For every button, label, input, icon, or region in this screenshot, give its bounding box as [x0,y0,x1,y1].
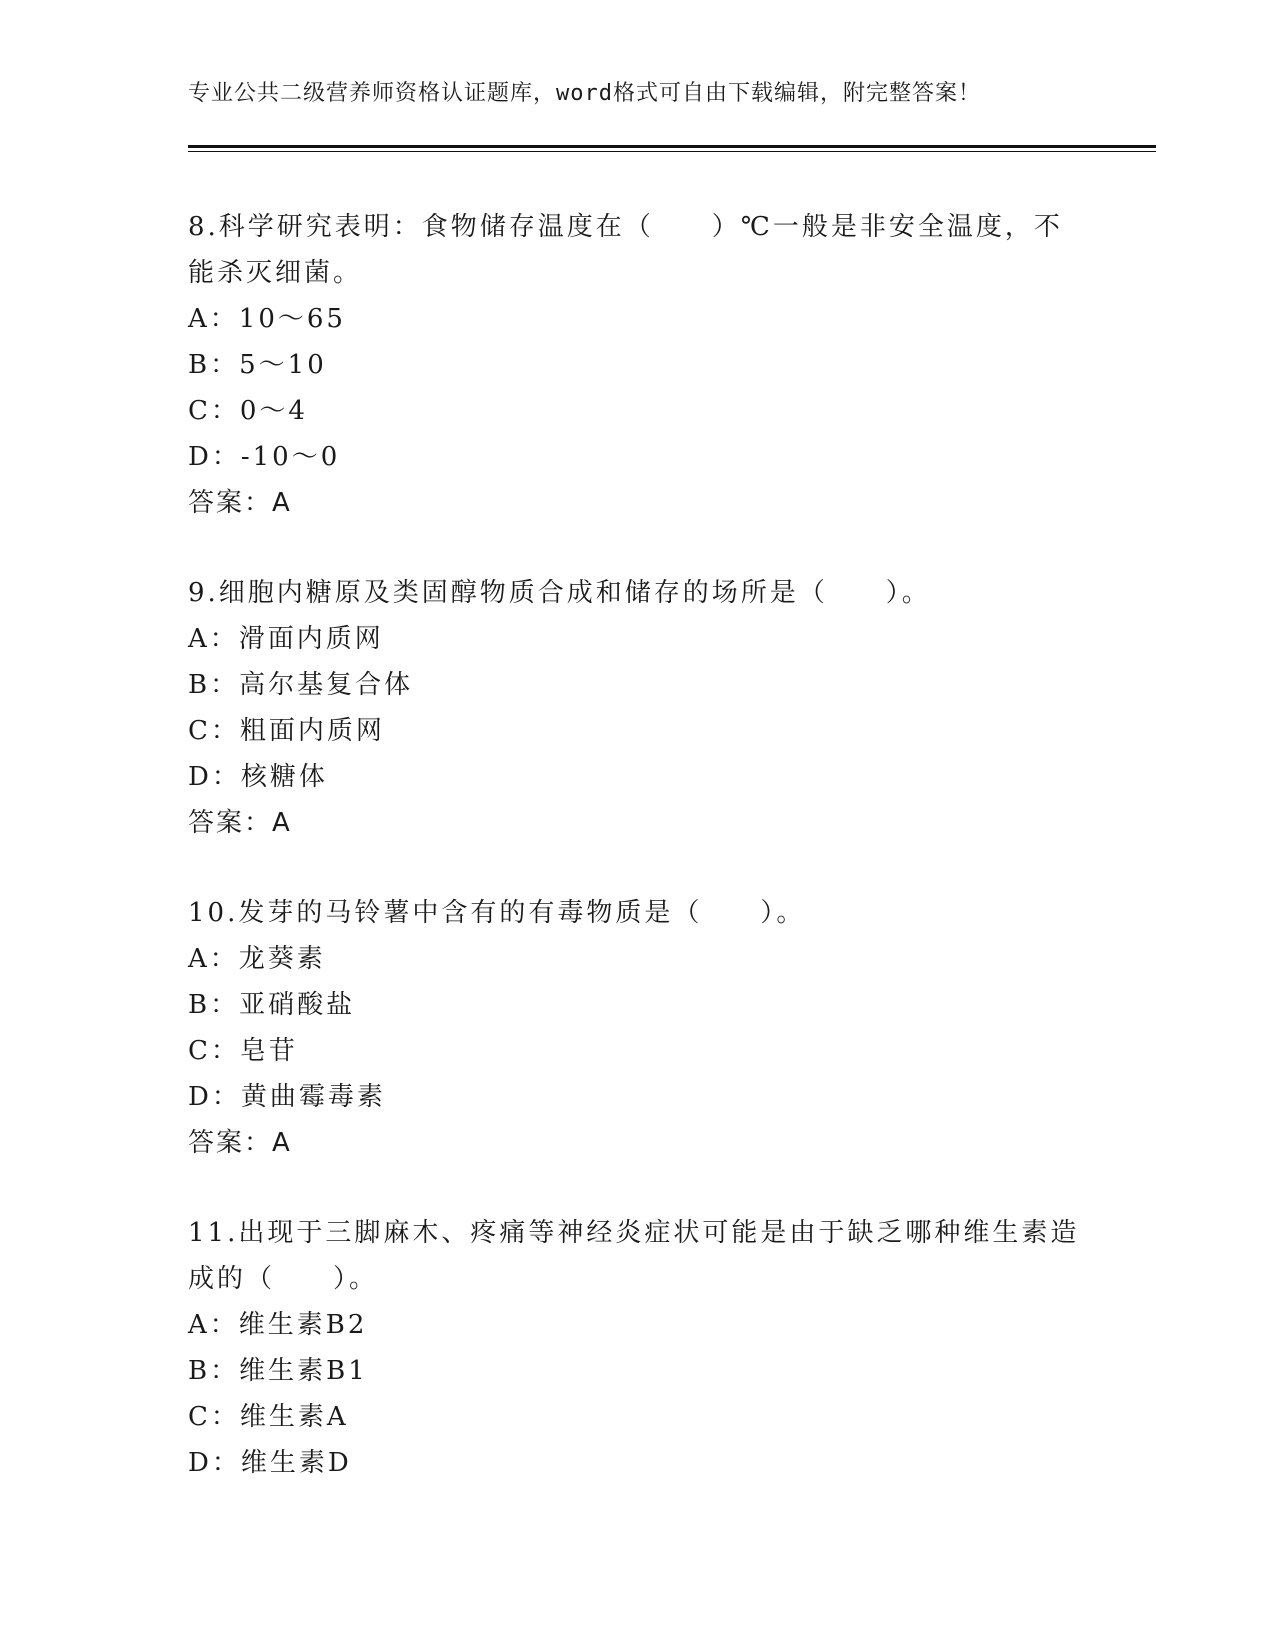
option-d: D：-10～0 [188,442,341,472]
answer-line: 答案：A [188,1128,292,1158]
option-a: A：滑面内质网 [188,624,384,654]
option-a: A：10～65 [188,304,346,334]
page-header-title: 专业公共二级营养师资格认证题库，word格式可自由下载编辑，附完整答案！ [188,81,981,106]
question-stem: 8.科学研究表明：食物储存温度在（ ）℃一般是非安全温度，不能杀灭细菌。 [188,212,1063,288]
question-9 [188,570,1088,846]
option-c: C：粗面内质网 [188,716,385,746]
question-10 [188,890,1088,1166]
question-stem: 9.细胞内糖原及类固醇物质合成和储存的场所是（ ）。 [188,578,931,608]
header-divider [188,145,1156,148]
question-8 [188,204,1088,526]
answer-line: 答案：A [188,488,292,518]
option-c: C：皂苷 [188,1036,298,1066]
answer-line: 答案：A [188,808,292,838]
option-a: A：龙葵素 [188,944,326,974]
header-divider-thin [188,151,1156,152]
question-stem: 10.发芽的马铃薯中含有的有毒物质是（ ）。 [188,898,806,928]
option-c: C：维生素A [188,1402,349,1432]
question-list [188,204,1088,1530]
option-d: D：黄曲霉毒素 [188,1082,386,1112]
option-b: B：维生素B1 [188,1356,368,1386]
option-b: B：高尔基复合体 [188,670,414,700]
question-stem: 11.出现于三脚麻木、疼痛等神经炎症状可能是由于缺乏哪种维生素造成的（ ）。 [188,1218,1080,1294]
option-d: D：核糖体 [188,762,328,792]
question-11 [188,1210,1088,1486]
option-b: B：亚硝酸盐 [188,990,356,1020]
option-c: C：0～4 [188,396,308,426]
option-b: B：5～10 [188,350,327,380]
option-a: A：维生素B2 [188,1310,368,1340]
option-d: D：维生素D [188,1448,352,1478]
